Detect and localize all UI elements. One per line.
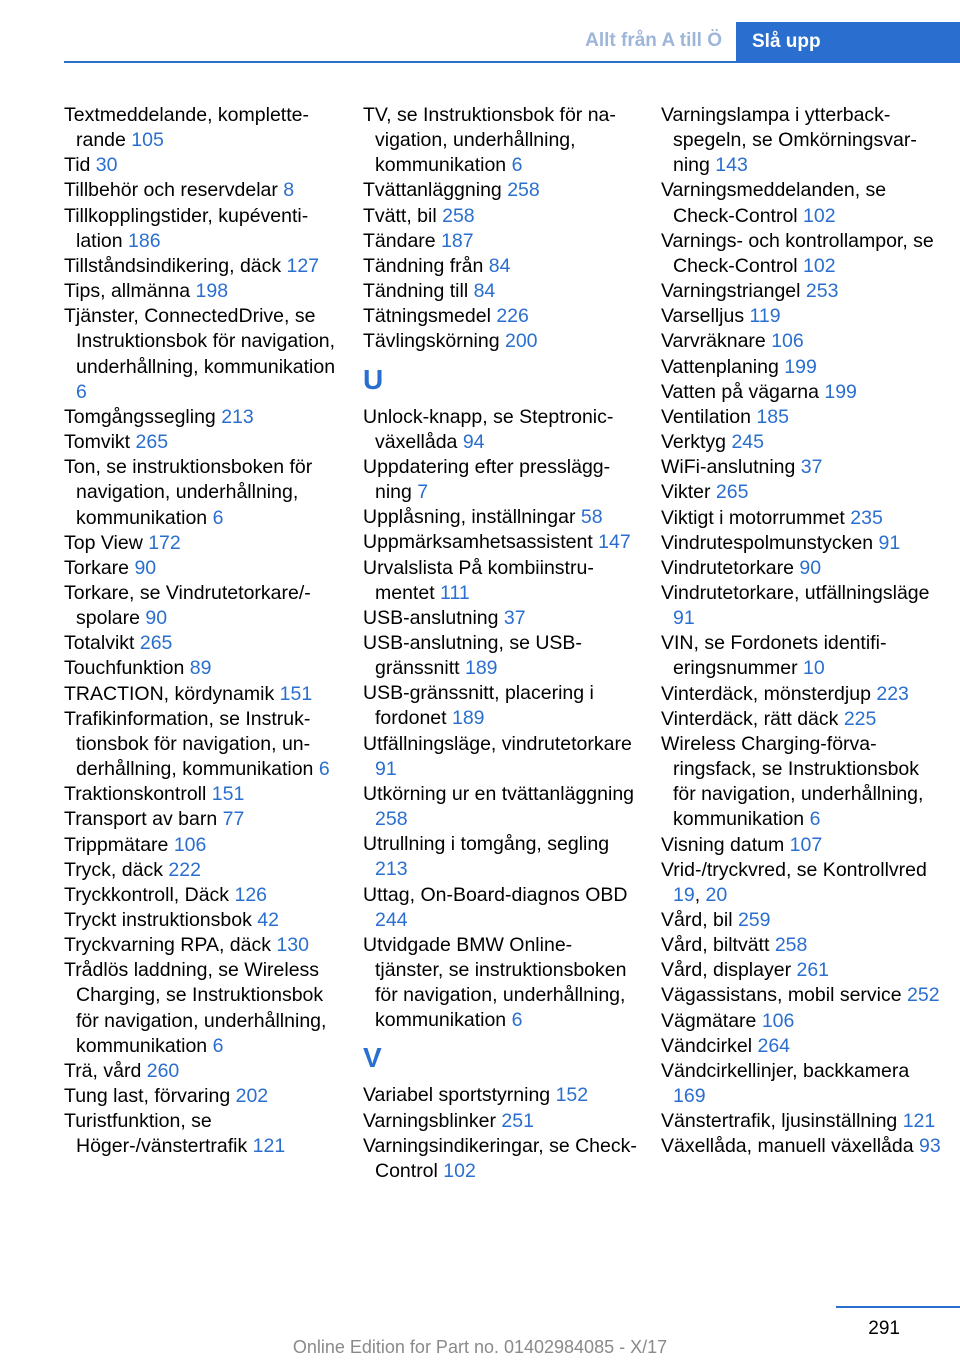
- page-reference-link[interactable]: 37: [800, 456, 823, 479]
- index-entry-term: Vändcirkellinjer, backkamera: [661, 1059, 910, 1082]
- index-entry: [661, 455, 947, 480]
- page-reference-link[interactable]: 185: [756, 405, 789, 428]
- index-entry: [661, 480, 947, 505]
- page-reference-link[interactable]: 6: [809, 808, 821, 831]
- page-reference-link[interactable]: 127: [286, 254, 320, 277]
- index-entry-term: Vinterdäck, rätt däck: [661, 707, 844, 730]
- index-entry: [363, 204, 639, 229]
- page-reference-link[interactable]: 105: [131, 129, 164, 152]
- index-entry: [363, 505, 639, 530]
- index-entry-term: Varnings- och kontrollampor, se Check-Control: [661, 229, 934, 277]
- index-entry: [661, 556, 947, 581]
- page-reference-link[interactable]: 58: [580, 506, 603, 529]
- index-entry-term: Varningsmeddelanden, se Check-Control: [661, 179, 887, 227]
- index-entry: [64, 204, 338, 254]
- index-entry: [363, 883, 639, 933]
- index-letter-heading: V: [363, 1042, 382, 1074]
- section-title: Allt från A till Ö: [585, 30, 722, 51]
- index-entry: [64, 178, 338, 203]
- index-entry-term: Tryck, däck: [64, 858, 169, 881]
- index-entry: [64, 782, 338, 807]
- index-entry-term: Trippmätare: [64, 833, 174, 856]
- footer-rule: [836, 1306, 960, 1308]
- index-entry-term: Varvräknare: [661, 330, 772, 353]
- page-reference-link[interactable]: 189: [464, 657, 498, 680]
- index-entry: [661, 581, 947, 631]
- index-entry-term: Trafikinformation, se Instruktionsbok för navigation, underhållning, kommunikation: [64, 707, 319, 781]
- page-number: 291: [868, 1318, 900, 1339]
- index-entry: [64, 1109, 338, 1159]
- index-entry-term: Vård, bil: [661, 909, 738, 931]
- index-entry-term: Vattenplaning: [661, 355, 785, 378]
- page-reference-link[interactable]: 172: [148, 531, 181, 554]
- index-entry: [363, 832, 639, 882]
- page-reference-link[interactable]: 213: [221, 405, 254, 428]
- page-reference-link[interactable]: 106: [771, 330, 804, 353]
- index-entry: [64, 153, 338, 178]
- index-entry-term: USB-anslutning: [363, 606, 504, 629]
- page-reference-link[interactable]: 265: [715, 481, 749, 504]
- index-entry-term: Ton, se instruktionsboken för navigation, underhållning, kommunikation: [64, 456, 313, 529]
- index-entry-term: Urvalslista På kombiinstrumentet: [363, 556, 594, 604]
- index-entry-term: Tvätt, bil: [363, 204, 443, 227]
- index-entry: [363, 631, 639, 681]
- index-entry: [661, 983, 947, 1008]
- page-reference-link[interactable]: 30: [95, 154, 118, 177]
- index-entry: [363, 405, 639, 455]
- index-column-2: [363, 103, 639, 1184]
- index-entry: [661, 329, 947, 354]
- page-reference-link[interactable]: 6: [318, 758, 330, 781]
- page-reference-link[interactable]: 143: [715, 154, 748, 177]
- index-entry: [64, 103, 338, 153]
- page-reference-link[interactable]: 90: [145, 607, 168, 630]
- page-reference-link[interactable]: 259: [737, 909, 771, 931]
- page-reference-link[interactable]: 222: [168, 858, 201, 881]
- page-reference-link[interactable]: 91: [375, 757, 397, 780]
- index-entry-term: Tävlingskörning: [363, 330, 505, 353]
- index-entry: [661, 355, 947, 380]
- index-entry-term: Textmeddelande, kompletterande: [64, 104, 309, 152]
- page-reference-link[interactable]: 261: [796, 959, 830, 982]
- index-entry: [64, 933, 338, 958]
- index-entry: [64, 883, 338, 908]
- index-entry: [661, 958, 947, 983]
- page-reference-link[interactable]: 258: [442, 204, 475, 227]
- index-entry-term: Tomgångssegling: [64, 405, 222, 428]
- index-entry: [64, 279, 338, 304]
- index-entry: [363, 254, 639, 279]
- page-reference-link[interactable]: 189: [451, 707, 485, 730]
- index-entry-term: Tillbehör och reservdelar: [64, 179, 284, 202]
- index-entry-term: Varningstriangel: [661, 280, 806, 303]
- index-entry-term: Visning datum: [661, 833, 790, 856]
- index-entry: [661, 1034, 947, 1059]
- index-entry: [363, 681, 639, 731]
- index-entry-term: Uttag, On-Board-diagnos OBD: [363, 883, 628, 906]
- index-entry-term: Vrid-/tryckvred, se Kontrollvred: [661, 858, 927, 881]
- index-entry-term: WiFi-anslutning: [661, 456, 801, 479]
- page-reference-link[interactable]: 84: [488, 254, 511, 277]
- page-reference-link[interactable]: 20: [705, 883, 728, 906]
- index-entry-term: Tips, allmänna: [64, 280, 196, 303]
- index-entry-term: Turistfunktion, se Höger-/vänstertrafik: [64, 1110, 253, 1158]
- index-entry-term: Unlock-knapp, se Steptronic-växellåda: [363, 405, 614, 453]
- index-entry-term: Tillståndsindikering, däck: [64, 254, 287, 277]
- index-entry: [363, 304, 639, 329]
- index-entry: [661, 1134, 947, 1159]
- page-reference-link[interactable]: 235: [850, 506, 883, 529]
- page-reference-link[interactable]: 223: [876, 682, 909, 705]
- index-entry-term: Touchfunktion: [64, 657, 190, 680]
- index-entry: [64, 908, 338, 933]
- index-entry-term: Varningslampa i ytterbackspegeln, se Omkörningsvarning: [661, 104, 917, 177]
- page-reference-link[interactable]: 102: [803, 254, 836, 277]
- index-entry-term: Vindrutespolmunstycken: [661, 531, 879, 554]
- page-reference-link[interactable]: 6: [76, 380, 87, 403]
- page-reference-link[interactable]: 258: [774, 934, 808, 957]
- index-entry-term: Trä, vård: [64, 1059, 147, 1082]
- page-reference-link[interactable]: 260: [146, 1059, 180, 1082]
- page-reference-link[interactable]: 91: [878, 531, 901, 554]
- index-entry-term: Torkare, se Vindrutetorkare/-spolare: [64, 581, 311, 630]
- page-reference-link[interactable]: 91: [673, 607, 695, 630]
- page-reference-link[interactable]: 102: [443, 1159, 476, 1182]
- page-reference-link[interactable]: 126: [234, 883, 268, 906]
- page-reference-link[interactable]: 119: [749, 305, 781, 328]
- page-reference-link[interactable]: 198: [195, 280, 229, 303]
- page-reference-link[interactable]: 151: [279, 682, 313, 705]
- page-reference-link[interactable]: 107: [789, 833, 823, 856]
- index-entry: [64, 631, 338, 656]
- index-entry-term: Uppmärksamhetsassistent: [363, 531, 599, 554]
- index-entry-term: Utfällningsläge, vindrutetorkare: [363, 732, 632, 755]
- index-entry-term: TRACTION, kördynamik: [64, 682, 280, 705]
- page-reference-link[interactable]: 10: [803, 657, 825, 680]
- page-reference-link[interactable]: 42: [257, 909, 279, 931]
- index-entry: Vrid-/tryckvred, se Kontrollvred 19, 20: [661, 858, 927, 906]
- index-entry: [64, 958, 338, 1059]
- index-entry: [661, 1009, 947, 1034]
- index-entry-term: Verktyg: [661, 431, 732, 454]
- page-reference-link[interactable]: 245: [731, 431, 764, 454]
- index-entry: [661, 531, 947, 556]
- page-reference-link[interactable]: 6: [212, 506, 224, 529]
- index-entry-term: Tryckt instruktionsbok: [64, 909, 258, 931]
- index-entry-term: Tillkopplingstider, kupéventilation: [64, 204, 309, 252]
- page-reference-link[interactable]: 37: [503, 606, 526, 629]
- index-entry: [661, 178, 947, 228]
- index-entry: [363, 279, 639, 304]
- index-entry: [661, 908, 947, 933]
- index-entry: [363, 782, 639, 832]
- index-entry: [363, 455, 639, 505]
- page-reference-link[interactable]: 265: [135, 431, 169, 454]
- index-entry-term: Tjänster, ConnectedDrive, se Instruktionsbok för navigation, underhållning, kommunikation: [64, 305, 336, 378]
- index-entry-term: Vändcirkel: [661, 1034, 758, 1057]
- index-entry-term: Trådlös laddning, se Wireless Charging, se Instruktionsbok för navigation, underhållning, kommunikation: [64, 959, 327, 1057]
- index-entry-term: Vägassistans, mobil service: [661, 984, 908, 1007]
- page-reference-link[interactable]: 252: [907, 984, 940, 1007]
- page-reference-link[interactable]: 6: [511, 154, 523, 177]
- index-entry-term: Totalvikt: [64, 632, 140, 655]
- index-entry-term: USB-anslutning, se USB-gränssnitt: [363, 631, 582, 680]
- index-entry-term: Vård, biltvätt: [661, 934, 775, 957]
- index-entry-term: Wireless Charging-förvaringsfack, se Instruktionsbok för navigation, underhållning, kommunikation: [661, 732, 924, 831]
- page-reference-link[interactable]: 111: [440, 581, 470, 604]
- index-entry: [64, 556, 338, 581]
- index-entry: [661, 430, 947, 455]
- index-entry: [363, 606, 639, 631]
- index-entry: [64, 1059, 338, 1084]
- index-entry: [661, 833, 947, 858]
- index-entry-term: VIN, se Fordonets identifieringsnummer: [661, 632, 887, 680]
- page-reference-link[interactable]: 251: [501, 1109, 534, 1132]
- page-reference-link[interactable]: 90: [134, 556, 157, 579]
- page-reference-link[interactable]: 200: [504, 330, 538, 353]
- index-column-1: [64, 103, 338, 1160]
- page-reference-link[interactable]: 151: [211, 783, 245, 806]
- index-entry: [64, 682, 338, 707]
- page-reference-link[interactable]: 186: [128, 229, 161, 252]
- index-entry: [64, 405, 338, 430]
- index-entry-term: Vänstertrafik, ljusinställning: [661, 1110, 903, 1133]
- edition-footer: Online Edition for Part no. 01402984085 - X/17: [292, 1337, 668, 1357]
- index-entry: [661, 103, 947, 178]
- index-entry: [64, 430, 338, 455]
- page-reference-link[interactable]: 199: [824, 380, 857, 403]
- index-entry: [363, 530, 639, 555]
- index-entry-term: Tvättanläggning: [363, 179, 508, 202]
- index-entry-term: USB-gränssnitt, placering i fordonet: [363, 682, 594, 730]
- index-entry-term: Tryckvarning RPA, däck: [64, 934, 277, 957]
- index-entry-term: Vinterdäck, mönsterdjup: [661, 682, 877, 705]
- index-entry-term: Traktionskontroll: [64, 783, 212, 806]
- page-reference-link[interactable]: 94: [462, 430, 485, 453]
- index-entry: [64, 1084, 338, 1109]
- index-entry-term: Uppdatering efter pressläggning: [363, 455, 611, 504]
- page-reference-link[interactable]: 84: [473, 280, 496, 303]
- index-entry: [64, 656, 338, 681]
- page-reference-link[interactable]: 244: [375, 908, 408, 931]
- page-reference-link[interactable]: 253: [805, 280, 839, 303]
- page-reference-link[interactable]: 202: [235, 1085, 269, 1108]
- index-entry: [64, 858, 338, 883]
- page-reference-link[interactable]: 90: [799, 556, 822, 579]
- index-entry: [363, 178, 639, 203]
- index-entry: [64, 531, 338, 556]
- page-reference-link[interactable]: 147: [598, 531, 631, 554]
- index-entry: [661, 304, 947, 329]
- page-reference-link[interactable]: 77: [222, 808, 245, 831]
- page-reference-link[interactable]: 93: [919, 1135, 941, 1158]
- index-entry: [363, 103, 639, 178]
- index-entry: [363, 1134, 639, 1184]
- index-entry: [363, 1083, 639, 1108]
- index-entry-term: Vård, displayer: [661, 959, 797, 982]
- index-entry: [64, 581, 338, 631]
- index-entry-term: Upplåsning, inställningar: [363, 506, 581, 529]
- index-entry-term: Utvidgade BMW Online-tjänster, se instruktionsboken för navigation, underhållning, kommunikation: [363, 933, 627, 1032]
- page-reference-link[interactable]: 258: [507, 179, 540, 202]
- index-entry-term: Top View: [64, 531, 149, 554]
- index-letter-heading: U: [363, 363, 384, 395]
- page-reference-link[interactable]: 121: [252, 1135, 286, 1158]
- index-entry: [363, 329, 639, 354]
- index-entry: [64, 833, 338, 858]
- index-entry-term: Tung last, förvaring: [64, 1085, 236, 1108]
- index-entry-term: Tändning till: [363, 280, 474, 303]
- page-reference-link[interactable]: 213: [375, 858, 408, 881]
- index-entry-term: Tändare: [363, 229, 442, 252]
- index-entry-term: Viktigt i motorrummet: [661, 506, 851, 529]
- page-reference-link[interactable]: 130: [276, 934, 309, 957]
- index-entry-term: Vindrutetorkare: [661, 556, 800, 579]
- index-entry-term: Ventilation: [661, 405, 757, 428]
- index-entry: [64, 455, 338, 530]
- index-entry-term: Torkare: [64, 556, 135, 579]
- page-reference-link[interactable]: 187: [441, 229, 474, 252]
- page-reference-link[interactable]: 6: [511, 1009, 523, 1032]
- index-entry-term: Vatten på vägarna: [661, 380, 825, 403]
- page-reference-link[interactable]: 121: [902, 1110, 936, 1133]
- page-reference-link[interactable]: 225: [843, 707, 877, 730]
- index-entry: [363, 732, 639, 782]
- index-entry: [363, 229, 639, 254]
- page-reference-link[interactable]: 226: [496, 305, 529, 328]
- index-entry-term: Tändning från: [363, 254, 489, 277]
- page-reference-link[interactable]: 89: [189, 657, 212, 680]
- page-reference-link[interactable]: 106: [173, 833, 207, 856]
- page-reference-link[interactable]: 152: [555, 1084, 589, 1107]
- index-entry: [661, 682, 947, 707]
- index-entry: [661, 707, 947, 732]
- page-reference-link[interactable]: 199: [784, 355, 817, 378]
- index-entry: [64, 707, 338, 782]
- page-reference-link[interactable]: 7: [417, 481, 429, 504]
- index-entry-term: Varselljus: [661, 305, 750, 328]
- index-entry: [363, 556, 639, 606]
- index-entry: [64, 254, 338, 279]
- index-entry-term: Vindrutetorkare, utfällningsläge: [661, 581, 930, 604]
- page-reference-link[interactable]: 265: [139, 632, 173, 655]
- page-reference-link[interactable]: 8: [283, 179, 295, 202]
- index-entry-term: Tid: [64, 154, 96, 177]
- index-entry: [661, 1109, 947, 1134]
- index-entry-term: Utrullning i tomgång, segling: [363, 833, 610, 856]
- index-entry-term: Tomvikt: [64, 431, 136, 454]
- index-entry: [661, 279, 947, 304]
- page-reference-link[interactable]: 258: [375, 808, 408, 831]
- index-entry: [363, 1109, 639, 1134]
- index-entry-term: Vägmätare: [661, 1009, 762, 1032]
- index-entry: [661, 1059, 947, 1109]
- index-column-3: [661, 103, 947, 1160]
- index-entry: [661, 933, 947, 958]
- index-entry: [661, 405, 947, 430]
- lookup-tab[interactable]: Slå upp: [736, 22, 960, 62]
- index-entry-term: Transport av barn: [64, 808, 223, 831]
- index-entry: [661, 380, 947, 405]
- index-entry: [661, 229, 947, 279]
- index-entry-term: Utkörning ur en tvättanläggning: [363, 782, 635, 805]
- index-entry-term: Varningsindikeringar, se Check-Control: [363, 1134, 637, 1182]
- page-reference-link[interactable]: 19: [673, 883, 695, 906]
- index-entry: [661, 631, 947, 681]
- index-entry: [661, 732, 947, 833]
- index-entry-term: Varningsblinker: [363, 1109, 502, 1132]
- page-reference-link[interactable]: 264: [757, 1034, 791, 1057]
- index-entry-term: Tryckkontroll, Däck: [64, 883, 235, 906]
- page-reference-link[interactable]: 6: [212, 1034, 224, 1057]
- page-reference-link[interactable]: 106: [761, 1009, 795, 1032]
- index-entry-term: Växellåda, manuell växellåda: [661, 1135, 919, 1158]
- index-entry-term: Vikter: [661, 481, 716, 504]
- page-reference-link[interactable]: 102: [803, 204, 836, 227]
- index-entry: [363, 933, 639, 1034]
- index-entry: [64, 807, 338, 832]
- index-entry: [64, 304, 338, 405]
- index-entry-term: Variabel sportstyrning: [363, 1084, 556, 1107]
- index-entry-term: Tätningsmedel: [363, 305, 497, 328]
- index-entry: [661, 506, 947, 531]
- index-entry-term: TV, se Instruktionsbok för navigation, underhållning, kommunikation: [363, 104, 616, 177]
- page-reference-link[interactable]: 169: [673, 1085, 706, 1108]
